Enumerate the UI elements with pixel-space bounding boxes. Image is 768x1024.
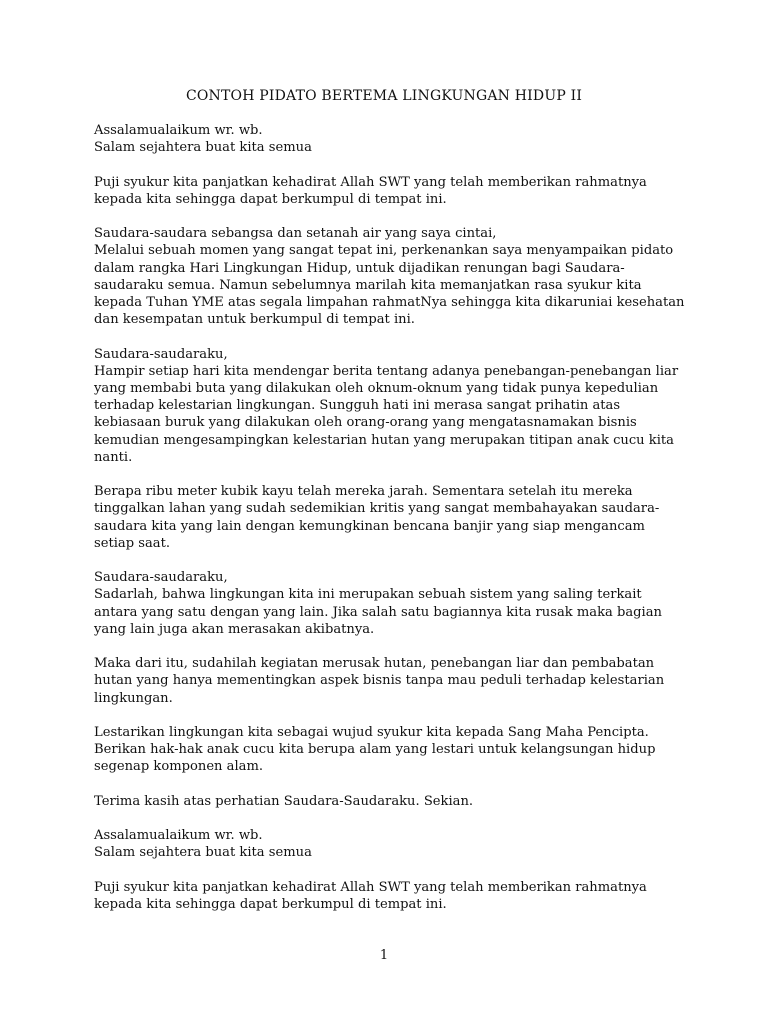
paragraph — [94, 174, 704, 208]
text-line: dan kesempatan untuk berkumpul di tempat ini. — [94, 312, 415, 328]
page-number: 1 — [379, 948, 389, 963]
text-line: Hampir setiap hari kita mendengar berita tentang adanya penebangan-penebangan liar — [94, 363, 679, 379]
text-line: Terima kasih atas perhatian Saudara-Saudaraku. Sekian. — [94, 793, 474, 809]
paragraph — [94, 346, 704, 466]
text-line: setiap saat. — [94, 535, 171, 551]
text-line: Lestarikan lingkungan kita sebagai wujud syukur kita kepada Sang Maha Pencipta. — [94, 725, 649, 740]
text-line: antara yang satu dengan yang lain. Jika salah satu bagiannya kita rusak maka bagian — [94, 604, 662, 620]
paragraph — [94, 122, 704, 156]
text-line: Salam sejahtera buat kita semua — [94, 845, 312, 861]
text-line: Puji syukur kita panjatkan kehadirat Allah SWT yang telah memberikan rahmatnya — [94, 879, 647, 895]
paragraph — [94, 225, 704, 328]
text-line: lingkungan. — [94, 690, 173, 706]
text-line: tinggalkan lahan yang sudah sedemikian kritis yang sangat membahayakan saudara- — [94, 501, 660, 517]
paragraph — [94, 827, 704, 861]
paragraph — [94, 724, 704, 776]
text-line: Assalamualaikum wr. wb. — [94, 123, 263, 138]
text-line: Salam sejahtera buat kita semua — [94, 140, 312, 156]
text-line: Berapa ribu meter kubik kayu telah mereka jarah. Sementara setelah itu mereka — [94, 484, 633, 500]
text-line: yang lain juga akan merasakan akibatnya. — [94, 621, 375, 637]
text-line: saudaraku semua. Namun sebelumnya marilah kita memanjatkan rasa syukur kita — [94, 277, 642, 293]
text-line: dalam rangka Hari Lingkungan Hidup, untuk dijadikan renungan bagi Saudara- — [94, 260, 625, 276]
text-line: Saudara-saudara sebangsa dan setanah air yang saya cintai, — [94, 226, 497, 242]
text-line: Maka dari itu, sudahilah kegiatan merusak hutan, penebangan liar dan pembabatan — [94, 656, 655, 672]
text-line: nanti. — [94, 449, 133, 465]
text-line: Saudara-saudaraku, — [94, 346, 228, 362]
text-line: Puji syukur kita panjatkan kehadirat Allah SWT yang telah memberikan rahmatnya — [94, 174, 647, 190]
paragraph — [94, 483, 704, 552]
text-line: kepada kita sehingga dapat berkumpul di tempat ini. — [94, 191, 447, 207]
text-line: kebiasaan buruk yang dilakukan oleh orang-orang yang mengatasnamakan bisnis — [94, 415, 637, 431]
text-line: kepada Tuhan YME atas segala limpahan rahmatNya sehingga kita dikaruniai kesehatan — [94, 295, 685, 310]
paragraph — [94, 793, 704, 810]
text-line: Berikan hak-hak anak cucu kita berupa alam yang lestari untuk kelangsungan hidup — [94, 742, 656, 758]
paragraph — [94, 879, 704, 913]
text-line: Sadarlah, bahwa lingkungan kita ini merupakan sebuah sistem yang saling terkait — [94, 587, 642, 603]
text-line: Melalui sebuah momen yang sangat tepat ini, perkenankan saya menyampaikan pidato — [94, 243, 674, 259]
text-line: saudara kita yang lain dengan kemungkinan bencana banjir yang siap mengancam — [94, 518, 645, 534]
text-line: kepada kita sehingga dapat berkumpul di tempat ini. — [94, 896, 447, 912]
text-line: segenap komponen alam. — [94, 759, 264, 775]
text-line: Saudara-saudaraku, — [94, 570, 228, 586]
document-title: CONTOH PIDATO BERTEMA LINGKUNGAN HIDUP II — [185, 88, 583, 104]
text-line: kemudian mengesampingkan kelestarian hutan yang merupakan titipan anak cucu kita — [94, 432, 674, 448]
document-body — [94, 122, 704, 930]
text-line: Assalamualaikum wr. wb. — [94, 828, 263, 844]
text-line: yang membabi buta yang dilakukan oleh oknum-oknum yang tidak punya kepedulian — [94, 381, 659, 396]
paragraph — [94, 655, 704, 707]
text-line: hutan yang hanya mementingkan aspek bisnis tanpa mau peduli terhadap kelestarian — [94, 673, 665, 689]
paragraph — [94, 569, 704, 638]
text-line: terhadap kelestarian lingkungan. Sungguh hati ini merasa sangat prihatin atas — [94, 398, 621, 414]
